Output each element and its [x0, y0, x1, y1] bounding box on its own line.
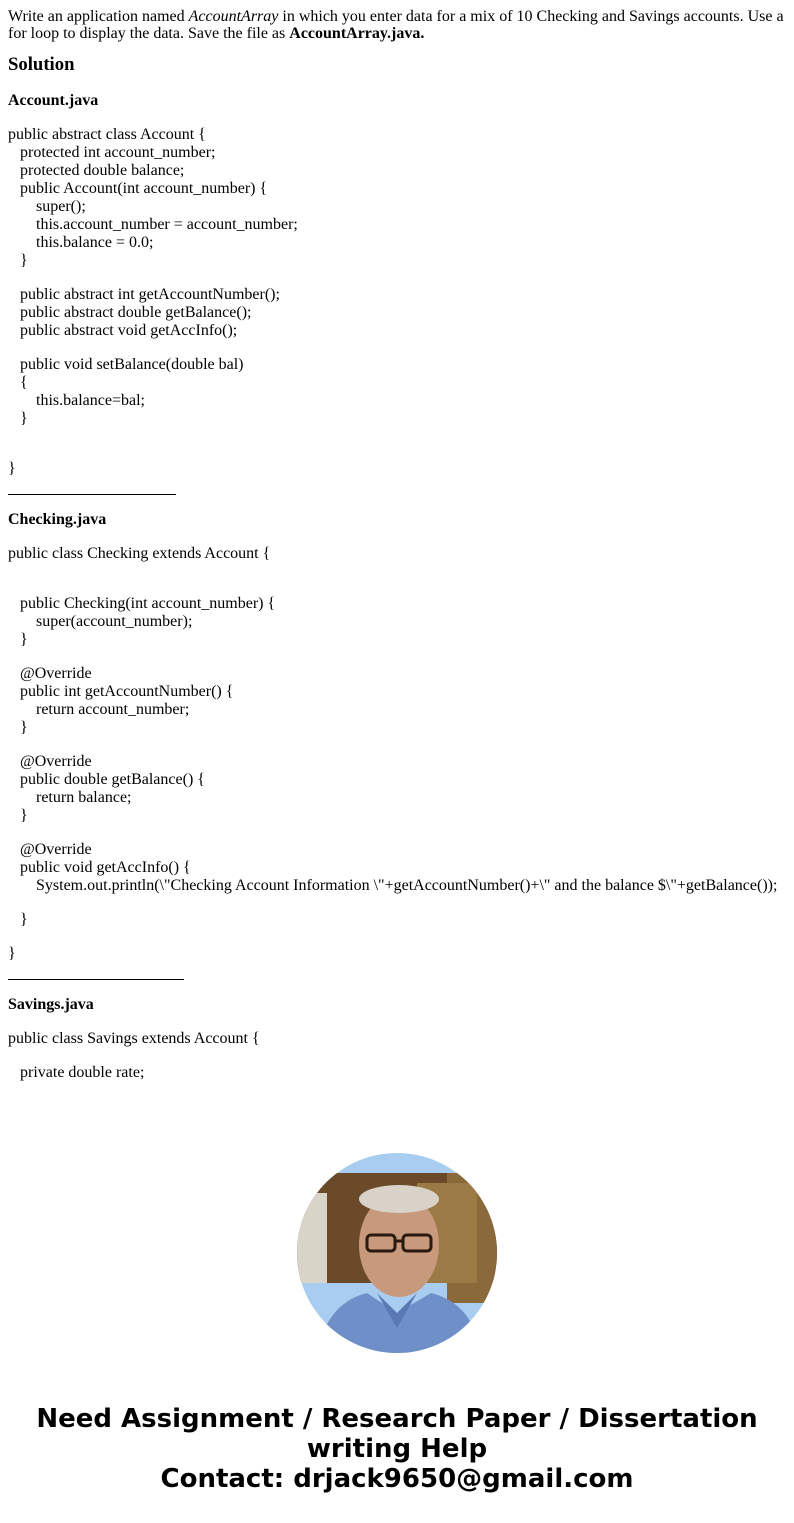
code-line: return balance;: [8, 789, 132, 806]
code-line: @Override: [8, 665, 92, 682]
code-line: public int getAccountNumber() {: [8, 683, 234, 700]
code-line: super(account_number);: [8, 613, 193, 630]
code-files: [8, 92, 788, 1082]
code-line: [8, 579, 788, 595]
promo-text: [0, 1404, 794, 1494]
code-line: [8, 895, 788, 911]
code-line: public abstract class Account {: [8, 126, 206, 143]
code-line: [8, 270, 788, 286]
author-avatar: [297, 1153, 497, 1353]
promo-line-2: writing Help: [306, 1434, 488, 1464]
section-separator: [8, 979, 184, 980]
question-text: [8, 8, 788, 42]
code-block: [8, 545, 788, 963]
code-line: [8, 428, 788, 444]
code-line: public abstract double getBalance();: [8, 304, 252, 321]
code-line: public abstract int getAccountNumber();: [8, 286, 280, 303]
code-line: public double getBalance() {: [8, 771, 205, 788]
code-line: }: [8, 631, 28, 648]
code-line: }: [8, 410, 28, 427]
code-line: protected int account_number;: [8, 144, 216, 161]
code-line: public abstract void getAccInfo();: [8, 322, 238, 339]
file-title: Savings.java: [8, 996, 94, 1013]
file-title: Checking.java: [8, 511, 107, 528]
code-line: this.account_number = account_number;: [8, 216, 298, 233]
code-line: this.balance = 0.0;: [8, 234, 154, 251]
promo-line-1: Need Assignment / Research Paper / Dissertation: [36, 1404, 758, 1434]
code-line: }: [8, 252, 28, 269]
code-line: @Override: [8, 753, 92, 770]
code-line: public void getAccInfo() {: [8, 859, 191, 876]
app-name: AccountArray: [188, 8, 279, 25]
code-line: System.out.println(\"Checking Account Information \"+getAccountNumber()+\" and the balance $\"+getBalance());: [8, 877, 778, 894]
code-line: super();: [8, 198, 86, 215]
code-line: public class Checking extends Account {: [8, 545, 271, 562]
code-line: public Account(int account_number) {: [8, 180, 268, 197]
code-line: [8, 444, 788, 460]
promo-line-3: Contact: drjack9650@gmail.com: [160, 1464, 634, 1494]
file-title: Account.java: [8, 92, 99, 109]
code-line: [8, 737, 788, 753]
code-line: }: [8, 460, 16, 477]
code-line: return account_number;: [8, 701, 190, 718]
section-separator: [8, 494, 176, 495]
code-line: this.balance=bal;: [8, 392, 145, 409]
code-line: }: [8, 719, 28, 736]
solution-heading: Solution: [8, 54, 75, 75]
filename: AccountArray.java.: [289, 25, 425, 42]
code-line: {: [8, 374, 28, 391]
code-line: [8, 340, 788, 356]
question-prefix: Write an application named: [8, 8, 189, 25]
code-line: [8, 1048, 788, 1064]
promo-banner: [0, 1123, 794, 1523]
code-line: [8, 649, 788, 665]
question-middle: in which you enter data for a mix of 10 Checking and Savings accounts. Use a for loop to display the data. Save the file as: [8, 8, 784, 42]
code-line: }: [8, 911, 28, 928]
author-photo-icon: [297, 1153, 497, 1353]
code-block: [8, 1030, 788, 1082]
code-line: private double rate;: [8, 1064, 145, 1081]
code-line: }: [8, 945, 16, 962]
code-line: [8, 929, 788, 945]
code-line: public class Savings extends Account {: [8, 1030, 260, 1047]
code-line: @Override: [8, 841, 92, 858]
code-line: [8, 825, 788, 841]
code-line: [8, 563, 788, 579]
code-line: public void setBalance(double bal): [8, 356, 244, 373]
code-block: [8, 126, 788, 478]
code-line: }: [8, 807, 28, 824]
code-line: public Checking(int account_number) {: [8, 595, 276, 612]
document-content: [8, 0, 788, 1123]
code-line: protected double balance;: [8, 162, 185, 179]
